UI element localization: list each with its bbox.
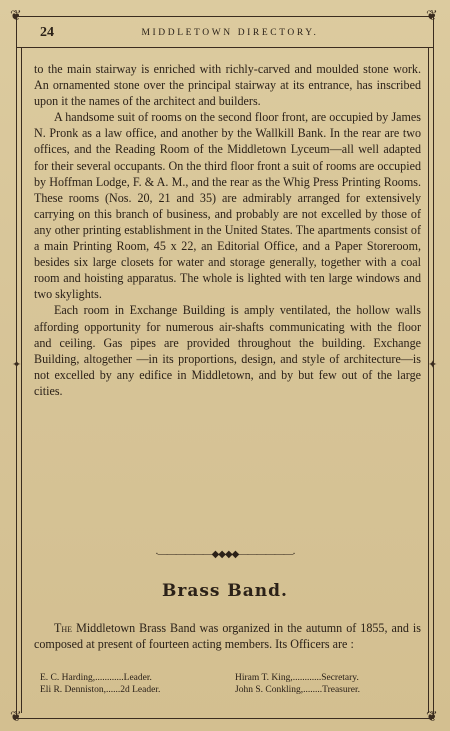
section-text — [34, 620, 421, 652]
section-heading: Brass Band. — [162, 581, 288, 601]
corner-ornament-icon: ❦ — [10, 9, 22, 24]
corner-ornament-icon: ❦ — [426, 9, 438, 24]
officer-entry: Eli R. Denniston,......2d Leader. — [40, 684, 161, 695]
officer-row — [40, 685, 420, 697]
running-header — [40, 24, 420, 42]
officer-row — [40, 673, 420, 685]
lead-word: The — [54, 621, 73, 635]
corner-ornament-icon: ❦ — [426, 710, 438, 725]
frame-header-rule — [16, 47, 434, 48]
body-text — [34, 61, 421, 399]
frame-left-inner-rule — [21, 48, 22, 713]
corner-ornament-icon: ❦ — [10, 710, 22, 725]
side-ornament-icon: ✦ — [428, 359, 438, 371]
frame-top-rule — [16, 16, 434, 17]
frame-right-inner-rule — [428, 48, 429, 713]
running-title: MIDDLETOWN DIRECTORY. — [141, 28, 319, 38]
officer-entry: E. C. Harding,............Leader. — [40, 673, 152, 683]
frame-bottom-rule — [16, 718, 434, 719]
paragraph-body: Middletown Brass Band was organized in the autumn of 1855, and is composed at present of fourteen acting members. Its Officers are : — [34, 621, 421, 652]
officer-entry: John S. Conkling,........Treasurer. — [235, 684, 361, 695]
paragraph: A handsome suit of rooms on the second floor front, are occupied by James N. Pronk as a law office, and another by the Wallkill Bank. In the rear are two offices, and the Reading Room of the Middletown Lyceum—all well adapted for their several occupants. On the third floor front a suit of rooms are occupied by Hoffman Lodge, F. & A. M., and the rear as the Whig Press Printing Rooms. These rooms (Nos. 20, 21 and 35) are admirably arranged for extensively carrying on this branch of business, and probably are not excelled by those of any other printing establishment in the United States. The apartments consist of a main Printing Room, 45 x 22, an Editorial Office, and a Paper Storeroom, besides six large closets for water and storage generally, together with a coal room and hoisting apparatus. The whole is lighted with ten large windows and two skylights. — [34, 110, 421, 302]
officer-entry: Hiram T. King,............Secretary. — [235, 673, 359, 683]
ornamental-divider-icon: ·——————◆◆◆◆——————· — [155, 549, 295, 560]
paragraph: Each room in Exchange Building is amply ventilated, the hollow walls affording opportunity for numerous air-shafts communicating with the floor and ceiling. Gas pipes are provided throughout the building. Exchange Building, altogether —in its proportions, design, and style of architecture—is not excelled by any edifice in Middletown, and by but few out of the large cities. — [34, 303, 421, 398]
side-ornament-icon: ✦ — [12, 359, 22, 371]
paragraph — [34, 620, 421, 652]
paragraph: to the main stairway is enriched with richly-carved and moulded stone work. An ornamented stone over the principal stairway at its entrance, has inscribed upon it the names of the architect and builders. — [34, 62, 421, 109]
officers-list — [40, 673, 420, 696]
page-number: 24 — [40, 25, 54, 40]
